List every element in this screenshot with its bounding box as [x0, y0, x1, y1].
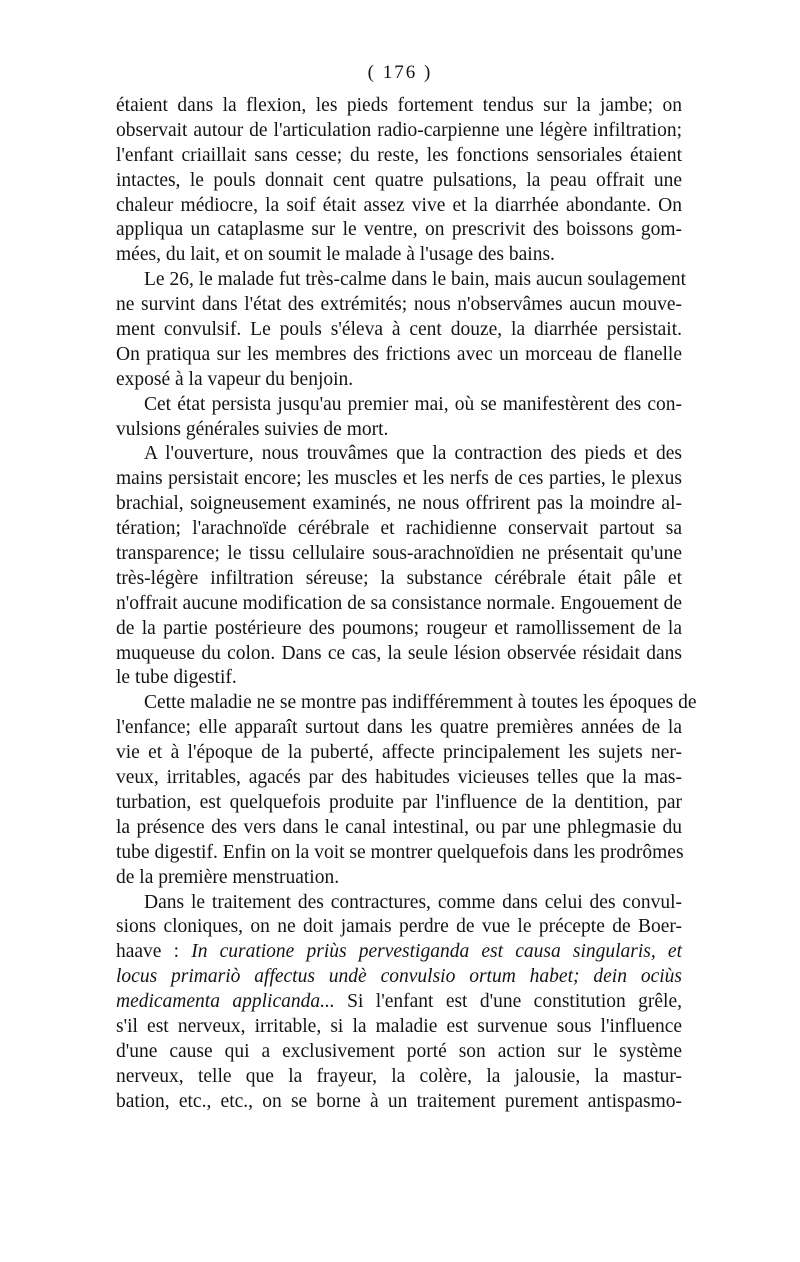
page-number: ( 176 ) [367, 62, 433, 83]
line-text: la présence des vers dans le canal intestinal, ou par une phlegmasie du [116, 816, 682, 838]
text-line [116, 691, 697, 716]
line-text: ment convulsif. Le pouls s'éleva à cent douze, la diarrhée persistait. [116, 319, 682, 341]
line-text: tube digestif. Enfin on la voit se montrer quelquefois dans les prodrômes [116, 841, 684, 863]
line-text: chaleur médiocre, la soif était assez vive et la diarrhée abondante. On [116, 194, 682, 216]
line-text: intactes, le pouls donnait cent quatre pulsations, la peau offrait une [116, 169, 682, 191]
text-line [116, 965, 682, 990]
line-text: tération; l'arachnoïde cérébrale et rachidienne conservait partout sa [116, 518, 682, 540]
body-text [116, 94, 697, 1115]
text-line [116, 791, 682, 816]
text-line [116, 293, 682, 318]
line-text: de la première menstruation. [116, 866, 340, 888]
line-text: exposé à la vapeur du benjoin. [116, 368, 354, 390]
text-line [116, 418, 682, 443]
text-line [116, 567, 682, 592]
text-line [116, 1065, 682, 1090]
line-text: A l'ouverture, nous trouvâmes que la contraction des pieds et des [144, 443, 682, 465]
text-line [116, 517, 682, 542]
text-line [116, 492, 682, 517]
line-text: Si l'enfant est d'une constitution grêle, [334, 991, 682, 1013]
line-text: veux, irritables, agacés par des habitudes vicieuses telles que la mas- [116, 767, 682, 789]
text-line [116, 1090, 682, 1115]
line-text: turbation, est quelquefois produite par l'influence de la dentition, par [116, 791, 682, 813]
text-line [116, 144, 682, 169]
text-line [116, 343, 682, 368]
line-text: observait autour de l'articulation radio-carpienne une légère infiltration; [116, 119, 682, 141]
text-line [116, 741, 682, 766]
text-line [116, 915, 682, 940]
text-line [116, 368, 682, 393]
text-line [116, 542, 682, 567]
text-line [116, 766, 682, 791]
line-text: nerveux, telle que la frayeur, la colère, la jalousie, la mastur- [116, 1065, 682, 1087]
line-text: transparence; le tissu cellulaire sous-arachnoïdien ne présentait qu'une [116, 543, 682, 565]
text-line [116, 841, 682, 866]
text-line [116, 94, 682, 119]
line-text: Dans le traitement des contractures, comme dans celui des convul- [144, 891, 682, 913]
line-text: muqueuse du colon. Dans ce cas, la seule lésion observée résidait dans [116, 642, 682, 664]
latin-quote: locus primariò affectus undè convulsio ortum habet; dein ociùs [116, 966, 682, 988]
line-text: s'il est nerveux, irritable, si la maladie est survenue sous l'influence [116, 1015, 682, 1037]
line-text: très-légère infiltration séreuse; la substance cérébrale était pâle et [116, 567, 682, 589]
line-text: brachial, soigneusement examinés, ne nous offrirent pas la moindre al- [116, 493, 682, 515]
text-line [116, 866, 682, 891]
text-line [116, 816, 682, 841]
text-line [116, 318, 682, 343]
text-line [116, 218, 682, 243]
text-line [116, 940, 682, 965]
text-line [116, 243, 682, 268]
text-line [116, 119, 682, 144]
line-text: ne survint dans l'état des extrémités; nous n'observâmes aucun mouve- [116, 294, 682, 316]
line-text: Cet état persista jusqu'au premier mai, où se manifestèrent des con- [144, 393, 682, 415]
line-text: mains persistait encore; les muscles et les nerfs de ces parties, le plexus [116, 468, 682, 490]
text-line [116, 716, 682, 741]
line-text: de la partie postérieure des poumons; rougeur et ramollissement de la [116, 617, 682, 639]
line-text: bation, etc., etc., on se borne à un traitement purement antispasmo- [116, 1090, 682, 1112]
line-text: le tube digestif. [116, 667, 237, 689]
line-text: appliqua un cataplasme sur le ventre, on prescrivit des boissons gom- [116, 219, 682, 241]
line-text: On pratiqua sur les membres des frictions avec un morceau de flanelle [116, 343, 682, 365]
text-line [116, 666, 682, 691]
line-text: haave : [116, 941, 192, 963]
line-text: mées, du lait, et on soumit le malade à l'usage des bains. [116, 244, 555, 266]
line-text: vulsions générales suivies de mort. [116, 418, 389, 440]
line-text: l'enfant criaillait sans cesse; du reste, les fonctions sensoriales étaient [116, 144, 682, 166]
latin-quote: medicamenta applicanda... [116, 991, 335, 1013]
text-line [116, 442, 682, 467]
text-line [116, 393, 682, 418]
text-line [116, 642, 682, 667]
text-line [116, 268, 687, 293]
latin-quote: In curatione priùs pervestiganda est causa singularis, et [191, 941, 682, 963]
text-line [116, 1015, 682, 1040]
text-line [116, 592, 682, 617]
text-line [116, 169, 682, 194]
line-text: Cette maladie ne se montre pas indifféremment à toutes les époques de [144, 692, 697, 714]
line-text: étaient dans la flexion, les pieds fortement tendus sur la jambe; on [116, 95, 682, 116]
line-text: vie et à l'époque de la puberté, affecte principalement les sujets ner- [116, 742, 682, 764]
text-line [116, 1040, 682, 1065]
line-text: n'offrait aucune modification de sa consistance normale. Engouement de [116, 592, 682, 614]
line-text: Le 26, le malade fut très-calme dans le bain, mais aucun soulagement [144, 269, 687, 291]
line-text: l'enfance; elle apparaît surtout dans les quatre premières années de la [116, 717, 682, 739]
text-line [116, 617, 682, 642]
text-line [116, 891, 682, 916]
line-text: d'une cause qui a exclusivement porté son action sur le système [116, 1040, 682, 1062]
line-text: sions cloniques, on ne doit jamais perdre de vue le précepte de Boer- [116, 916, 682, 938]
text-line [116, 194, 682, 219]
text-line [116, 990, 682, 1015]
text-line [116, 467, 682, 492]
